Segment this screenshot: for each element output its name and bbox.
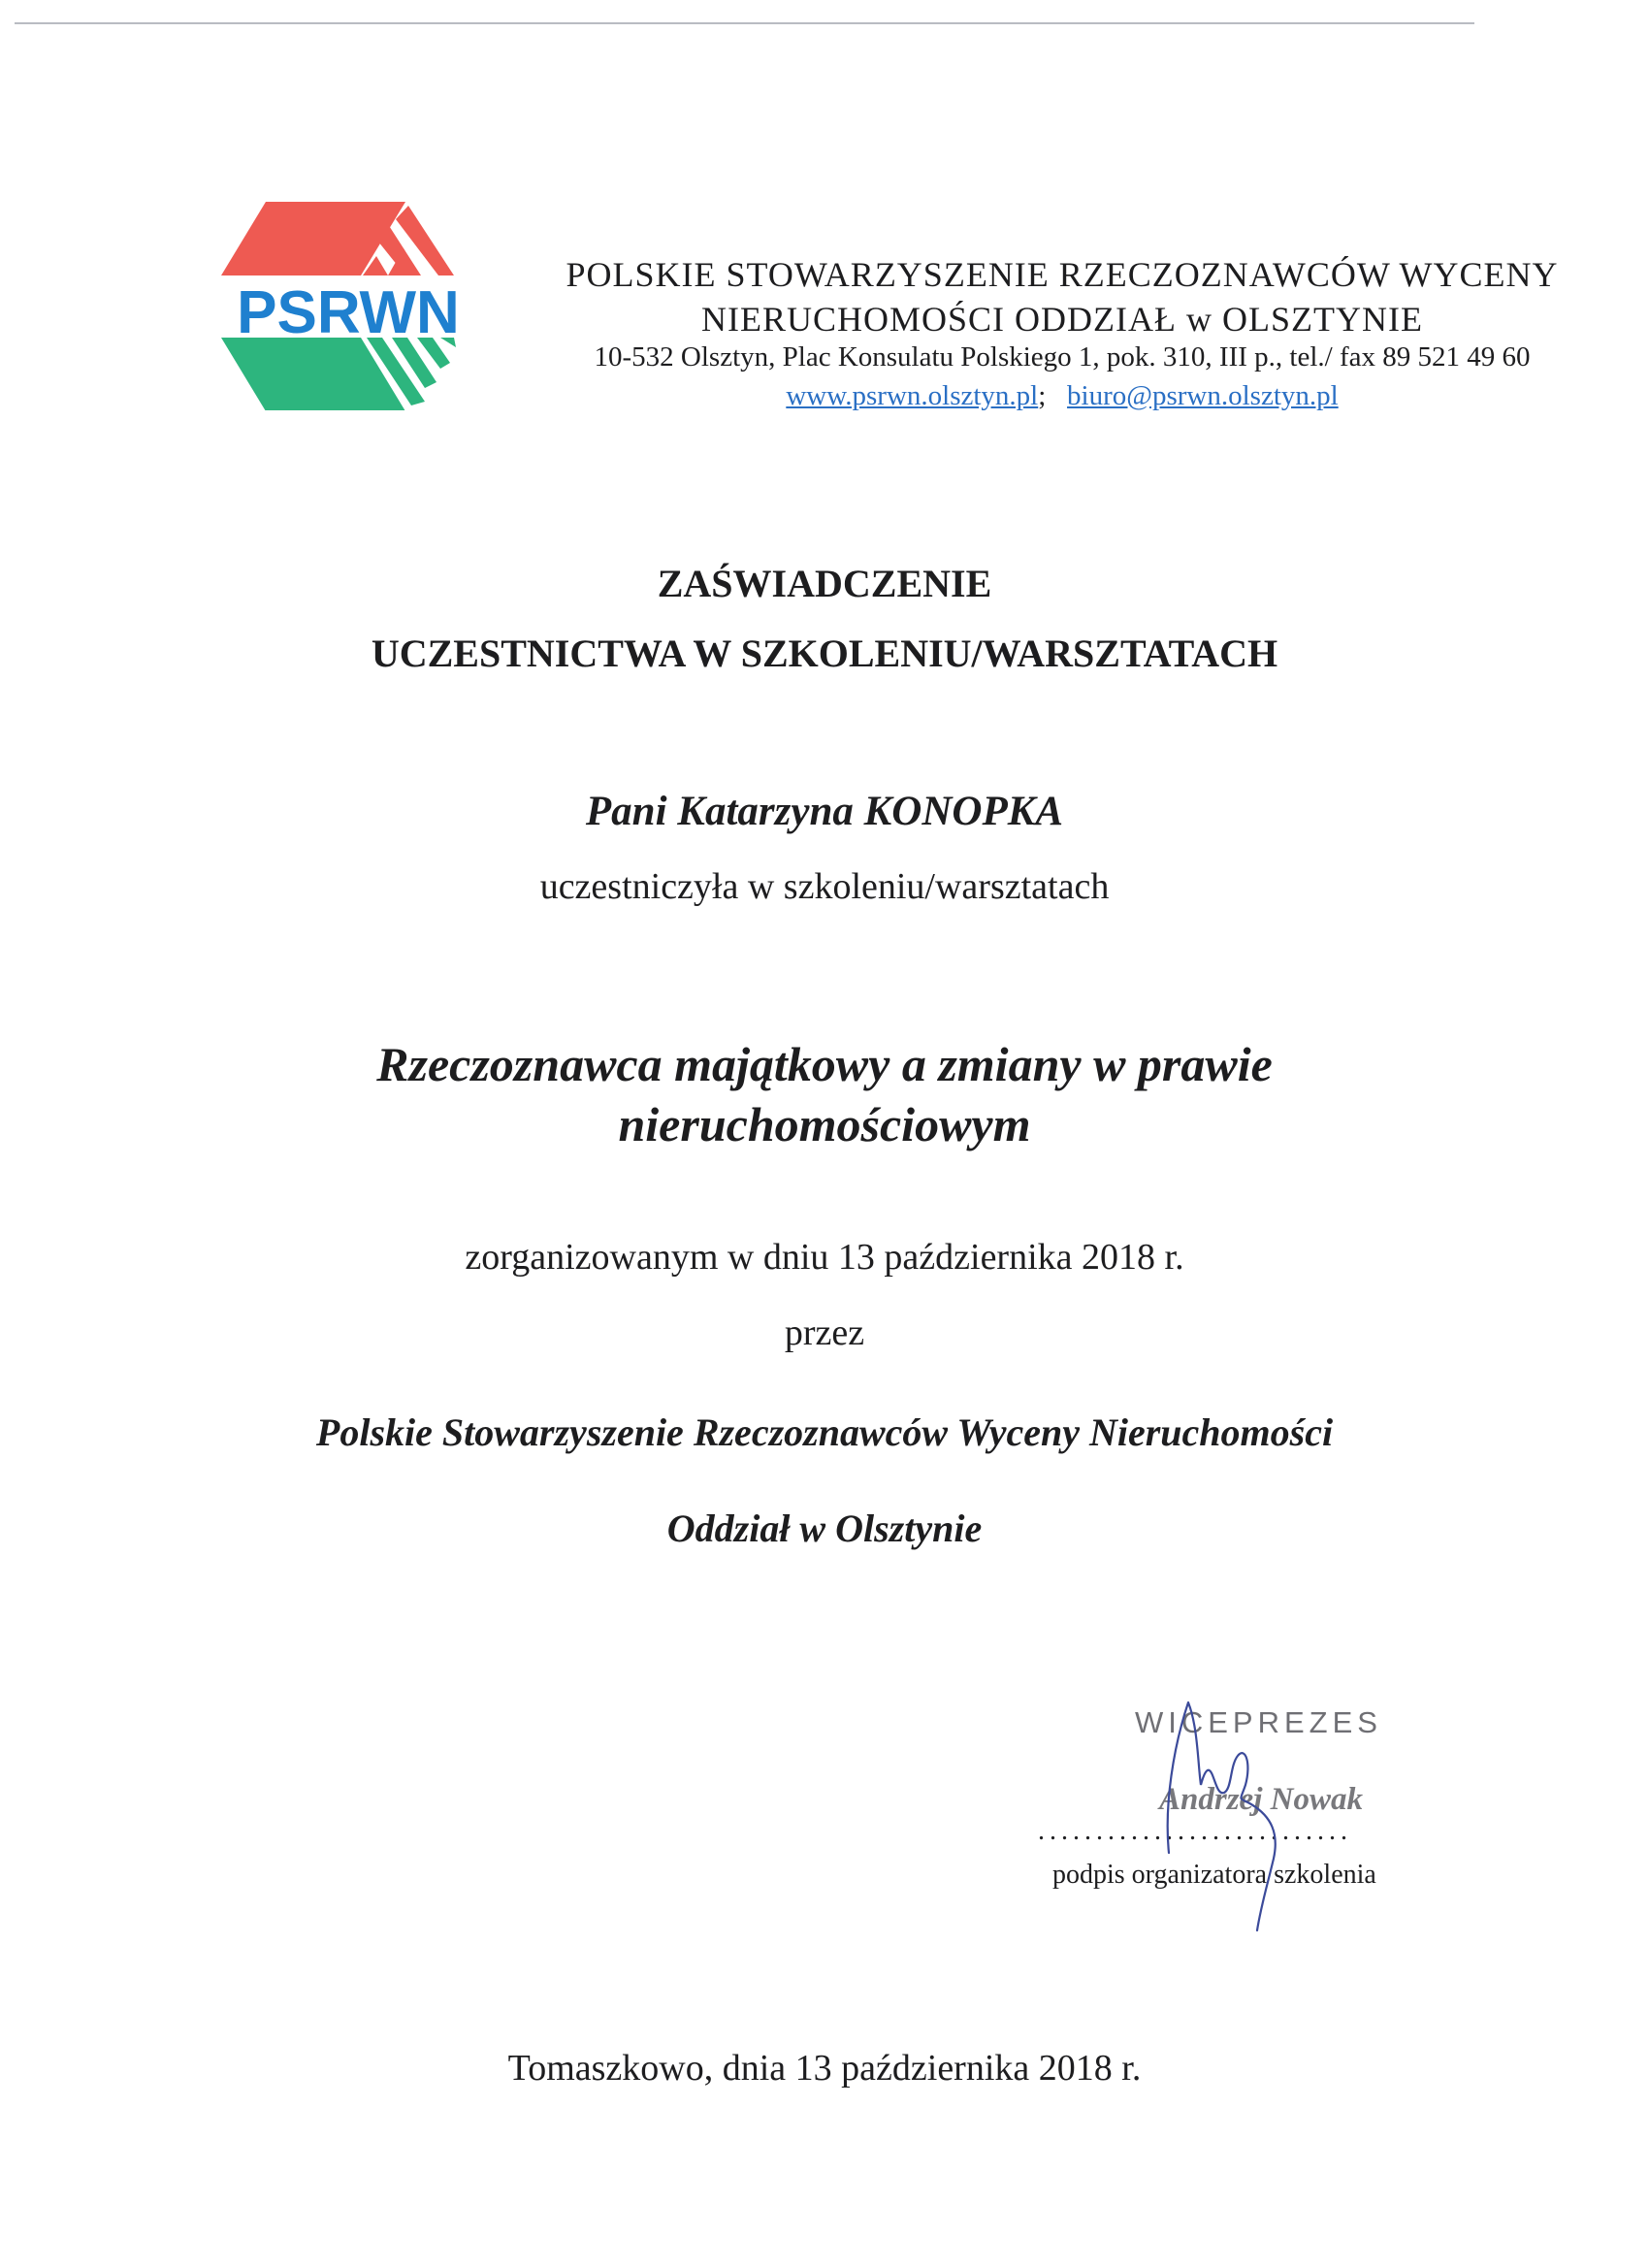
certificate-title: ZAŚWIADCZENIE xyxy=(657,562,992,605)
signature-caption: podpis organizatora szkolenia xyxy=(1052,1860,1376,1890)
by-text: przez xyxy=(784,1312,865,1353)
contact-links xyxy=(504,380,1620,412)
course-title-line-1: Rzeczoznawca majątkowy a zmiany w prawie xyxy=(376,1037,1273,1091)
organizer-line-1: Polskie Stowarzyszenie Rzeczoznawców Wyceny Nieruchomości xyxy=(315,1410,1334,1454)
org-name-line-2: NIERUCHOMOŚCI ODDZIAŁ w OLSZTYNIE xyxy=(701,300,1423,339)
email-link[interactable]: biuro@psrwn.olsztyn.pl xyxy=(1067,380,1339,411)
participated-text: uczestniczyła w szkoleniu/warsztatach xyxy=(539,866,1110,907)
psrwn-logo xyxy=(221,202,475,410)
signature-line: ........................... xyxy=(1038,1816,1352,1846)
certificate-subtitle: UCZESTNICTWA W SZKOLENIU/WARSZTATACH xyxy=(371,632,1278,675)
organizer-line-2: Oddział w Olsztynie xyxy=(666,1507,983,1550)
stamp-title: WICEPREZES xyxy=(1135,1705,1382,1739)
org-name-line-1: POLSKIE STOWARZYSZENIE RZECZOZNAWCÓW WYCENY xyxy=(566,255,1559,294)
logo-text: PSRWN xyxy=(237,279,460,346)
scan-top-rule xyxy=(15,22,1474,24)
participant-name: Pani Katarzyna KONOPKA xyxy=(585,789,1064,834)
website-link[interactable]: www.psrwn.olsztyn.pl xyxy=(786,380,1039,411)
stamp-name: Andrzej Nowak xyxy=(1159,1782,1363,1817)
place-and-date: Tomaszkowo, dnia 13 października 2018 r. xyxy=(507,2048,1142,2089)
link-separator: ; xyxy=(1038,380,1047,411)
org-address: 10-532 Olsztyn, Plac Konsulatu Polskiego 1, pok. 310, III p., tel./ fax 89 521 49 60 xyxy=(594,341,1531,373)
organized-date-text: zorganizowanym w dniu 13 października 2018 r. xyxy=(465,1237,1184,1278)
course-title-line-2: nieruchomościowym xyxy=(618,1097,1031,1151)
handwritten-signature-icon xyxy=(1145,1688,1397,1940)
